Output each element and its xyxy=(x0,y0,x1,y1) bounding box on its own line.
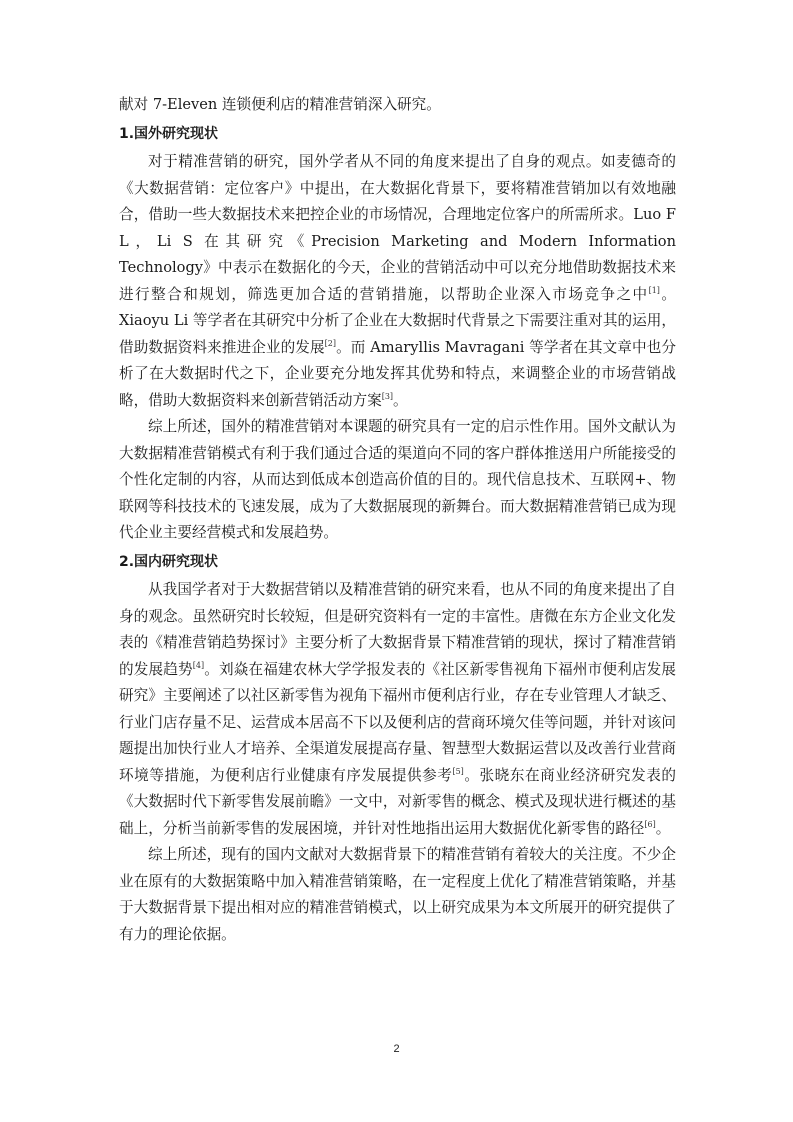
section-heading-domestic: 2.国内研究现状 xyxy=(119,553,219,570)
paragraph-text: 。 xyxy=(655,819,671,837)
citation-2: [2] xyxy=(324,338,337,348)
citation-1: [1] xyxy=(648,285,660,295)
paragraph-text: 。刘焱在福建农林大学学报发表的《社区新零售视角下福州市便利店发展研究》主要阐述了以社区新零售为视角下福州市便利店行业，存在专业管理人才缺乏、行业门店存量不足、运营成本居高不下以及便利店的营商环境欠佳等问题，并针对该问题提出加快行业人才培养、全渠道发展提高存量、智慧型大数据运营以及改善行业营商环境等措施，为便利店行业健康有序发展提供参考 xyxy=(119,660,676,784)
citation-6: [6] xyxy=(644,819,656,829)
paragraph-text: 。 xyxy=(393,391,408,409)
section-heading-foreign: 1.国外研究现状 xyxy=(119,125,219,142)
paragraph-domestic-research xyxy=(119,577,676,842)
paragraph-text: 。而 Amaryllis Mavragani 等学者在其文章中也分析了在大数据时代之下，企业要充分地发挥其优势和特点，来调整企业的市场营销战略，借助大数据资料来创新营销活动方案 xyxy=(119,338,676,409)
page-number: 2 xyxy=(393,1043,400,1055)
intro-text: 献对 7-Eleven 连锁便利店的精准营销深入研究。 xyxy=(119,96,441,113)
citation-5: [5] xyxy=(452,766,464,776)
citation-4: [4] xyxy=(192,660,205,670)
paragraph-text: 。张晓东在商业经济研究发表的《大数据时代下新零售发展前瞻》一文中，对新零售的概念、模式及现状进行概述的基础上，分析当前新零售的发展困境，并针对性地指出运用大数据优化新零售的路径 xyxy=(119,766,676,837)
paragraph-text: 从我国学者对于大数据营销以及精准营销的研究来看，也从不同的角度来提出了自身的观念。虽然研究时长较短，但是研究资料有一定的丰富性。唐微在东方企业文化发表的《精准营销趋势探讨》主要分析了大数据背景下精准营销的现状，探讨了精准营销的发展趋势 xyxy=(119,581,676,678)
paragraph-text: 。Xiaoyu Li 等学者在其研究中分析了企业在大数据时代背景之下需要注重对其的运用，借助数据资料来推进企业的发展 xyxy=(119,285,676,356)
paragraph-foreign-research xyxy=(119,149,676,414)
paragraph-foreign-summary: 综上所述，国外的精准营销对本课题的研究具有一定的启示性作用。国外文献认为大数据精准营销模式有利于我们通过合适的渠道向不同的客户群体推送用户所能接受的个性化定制的内容，从而达到低成本创造高价值的目的。现代信息技术、互联网+、物联网等科技技术的飞速发展，成为了大数据展现的新舞台。而大数据精准营销已成为现代企业主要经营模式和发展趋势。 xyxy=(119,418,676,541)
document-body xyxy=(119,92,676,948)
paragraph-text: 对于精准营销的研究，国外学者从不同的角度来提出了自身的观点。如麦德奇的《大数据营销：定位客户》中提出，在大数据化背景下，要将精准营销加以有效地融合，借助一些大数据技术来把控企业的市场情况，合理地定位客户的所需所求。Luo F L，Li S 在其研究《Precision Marketing and Modern Information Technology》中表示在数据化的今天，企业的营销活动中可以充分地借助数据技术来进行整合和规划，筛选更加合适的营销措施，以帮助企业深入市场竞争之中 xyxy=(119,153,676,303)
paragraph-domestic-summary: 综上所述，现有的国内文献对大数据背景下的精准营销有着较大的关注度。不少企业在原有的大数据策略中加入精准营销策略，在一定程度上优化了精准营销策略，并基于大数据背景下提出相对应的精准营销模式，以上研究成果为本文所展开的研究提供了有力的理论依据。 xyxy=(119,846,676,943)
citation-3: [3] xyxy=(381,391,394,401)
